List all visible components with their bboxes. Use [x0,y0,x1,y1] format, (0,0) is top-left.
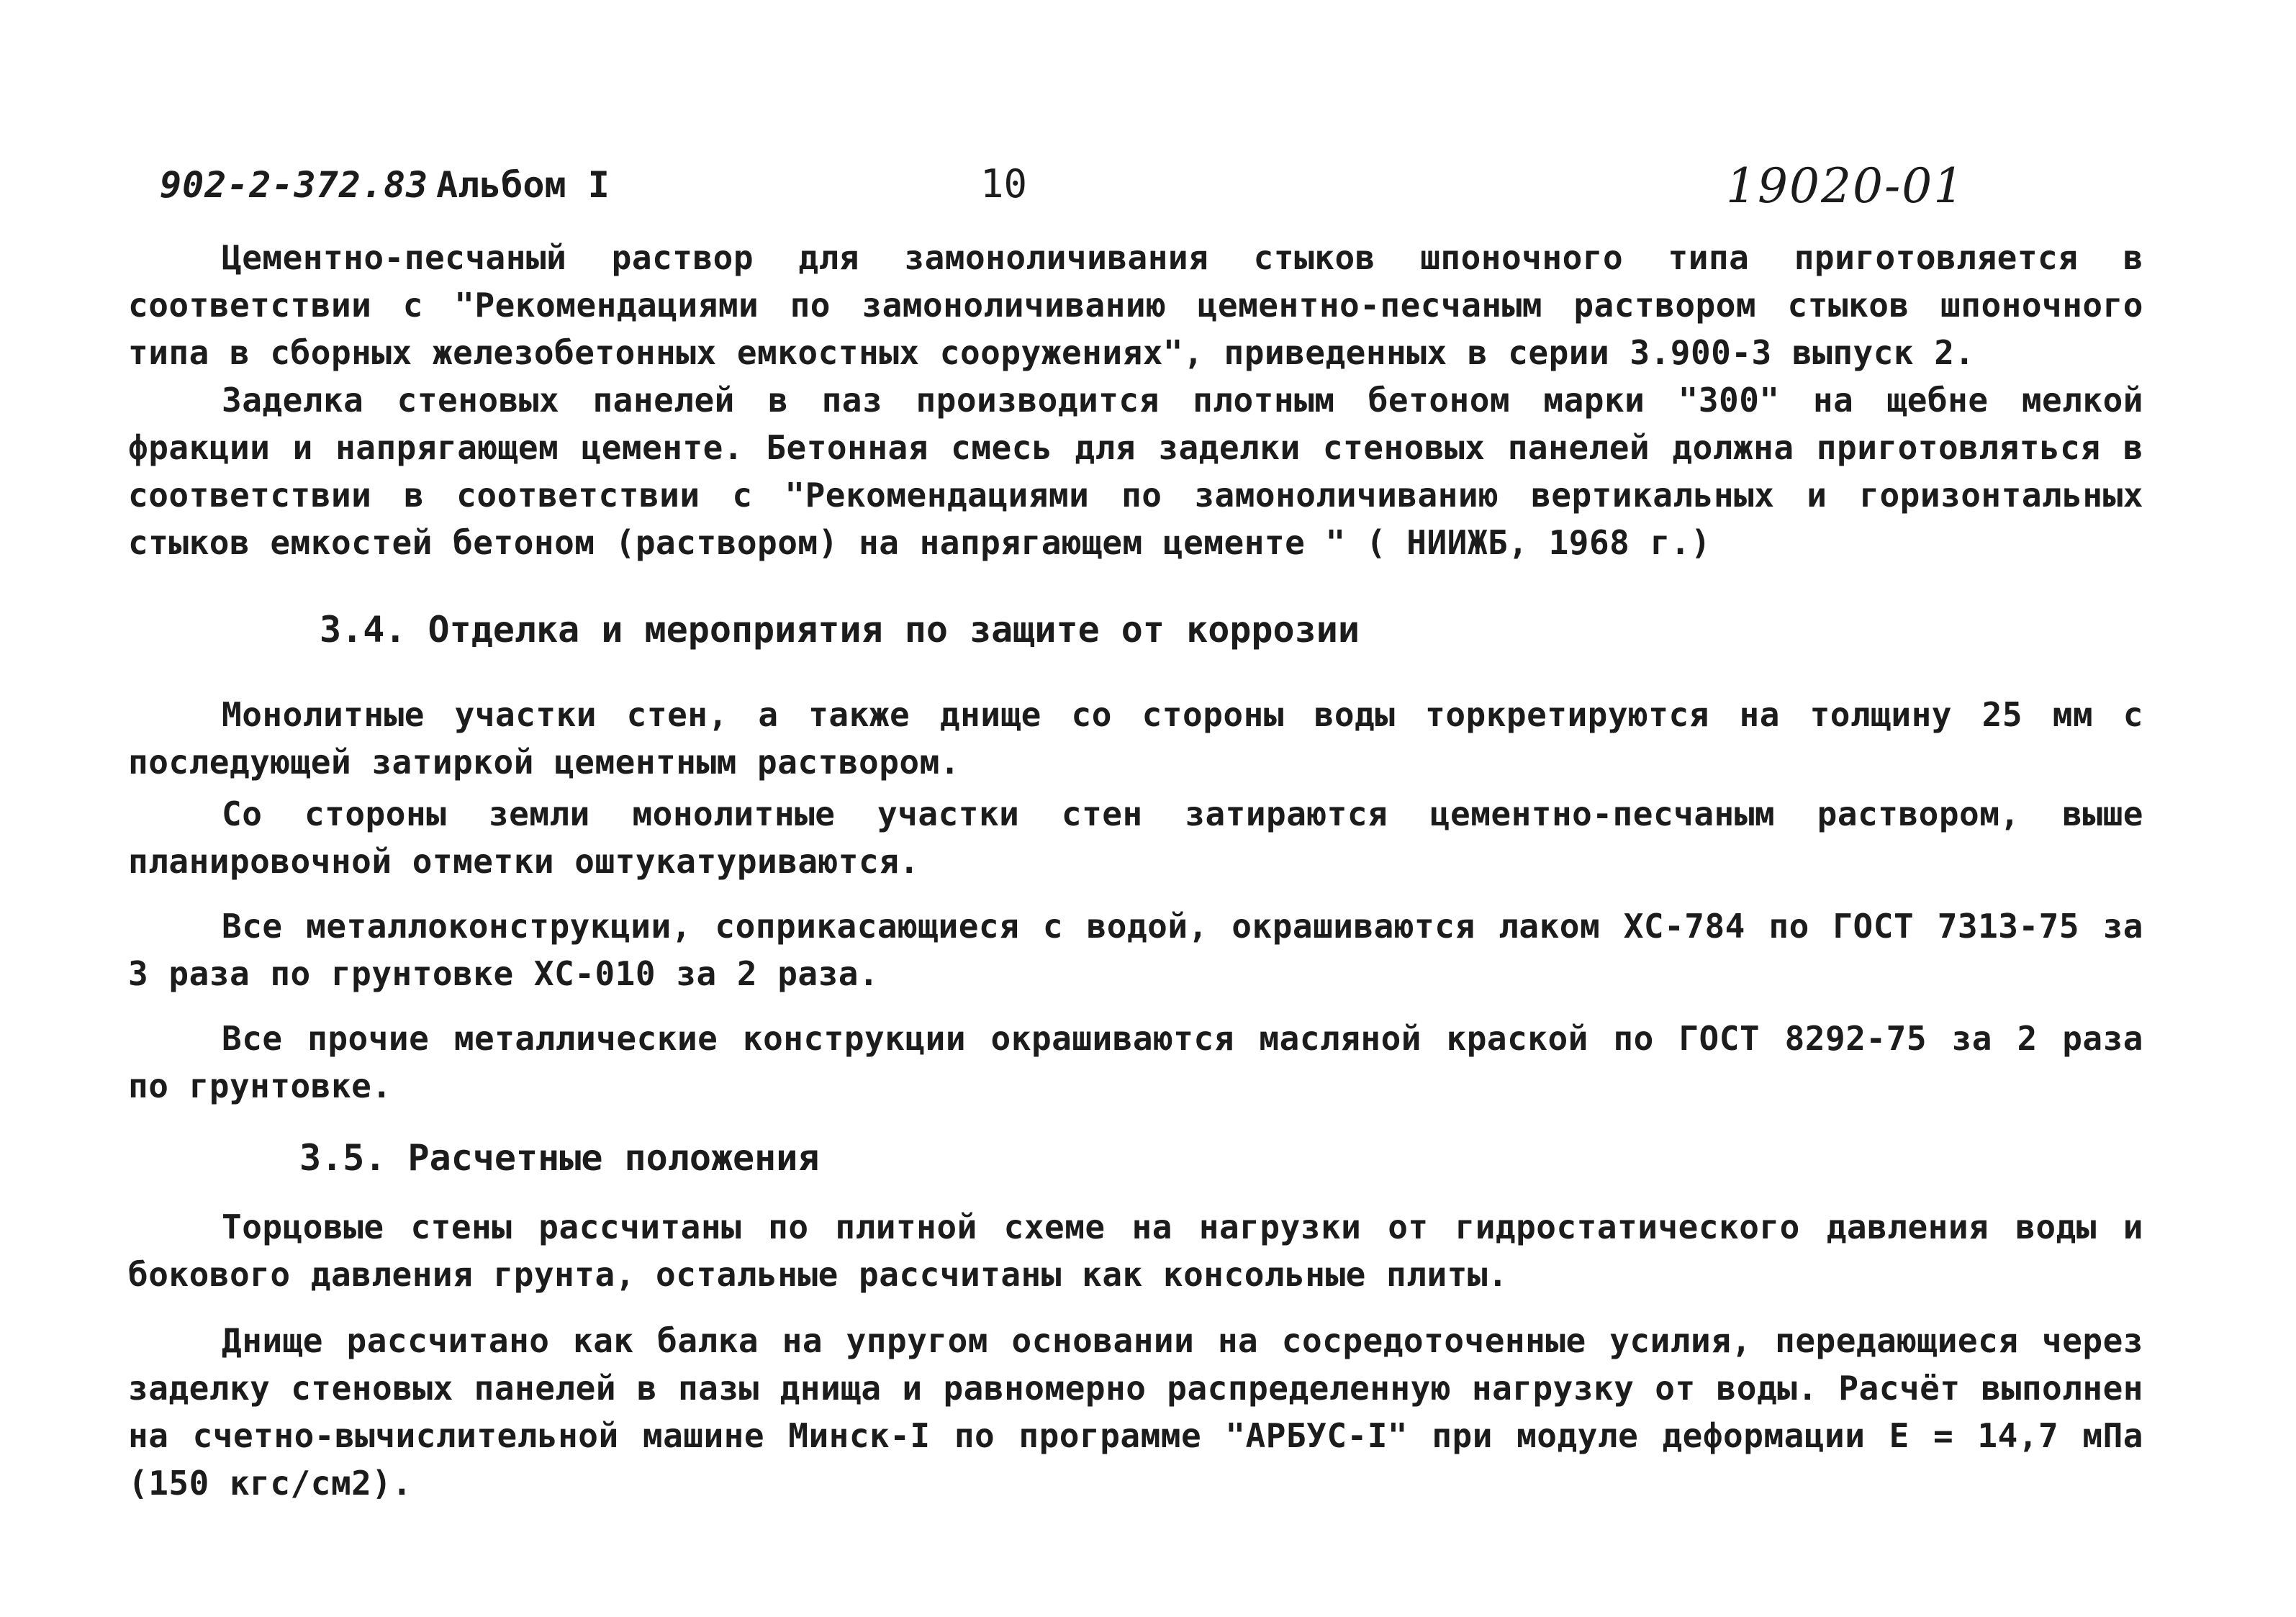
heading-3-5: 3.5. Расчетные положения [299,1137,820,1179]
paragraph-metal-other: Все прочие металлические конструкции окрашиваются масляной краской по ГОСТ 8292-75 за 2 раза по грунтовке. [128,1019,2143,1105]
paragraph-block-gunite [128,691,2143,786]
paragraph-block-metal-water [128,902,2143,997]
page-number: 10 [980,161,1028,207]
paragraph-block-soil-side [128,790,2143,885]
paragraph-mortar: Цементно-песчаный раствор для замоноличивания стыков шпоночного типа приготовляется в соответствии с "Рекомендациями по замоноличиванию цементно-песчаным раствором стыков шпоночного типа в сборных железобетонных емкостных сооружениях", приведенных в серии 3.900-3 выпуск 2. [128,238,2143,372]
paragraph-panel-embedding: Заделка стеновых панелей в паз производится плотным бетоном марки "300" на щебне мелкой фракции и напрягающем цементе. Бетонная смесь для заделки стеновых панелей должна приготовляться в соответствии в соответствии с "Рекомендациями по замоноличиванию вертикальных и горизонтальных стыков емкостей бетоном (раствором) на напрягающем цементе " ( НИИЖБ, 1968 г.) [128,381,2143,562]
paragraph-block-end-walls [128,1203,2143,1298]
series-number: 902-2-372.83 [160,164,429,206]
paragraph-end-walls: Торцовые стены рассчитаны по плитной схеме на нагрузки от гидростатического давления воды и бокового давления грунта, остальные рассчитаны как консольные плиты. [128,1208,2143,1294]
paragraph-metal-water: Все металлоконструкции, соприкасающиеся с водой, окрашиваются лаком ХС-784 по ГОСТ 7313-75 за 3 раза по грунтовке ХС-010 за 2 раза. [128,907,2143,993]
paragraph-gunite: Монолитные участки стен, а также днище со стороны воды торкретируются на толщину 25 мм с последующей затиркой цементным раствором. [128,695,2143,782]
paragraph-block-metal-other [128,1015,2143,1110]
page-header [0,157,2296,222]
sheet-code: 19020-01 [1726,158,1966,214]
section-block-1 [128,234,2143,566]
paragraph-soil-side: Со стороны земли монолитные участки стен затираются цементно-песчаным раствором, выше планировочной отметки оштукатуриваются. [128,794,2143,881]
paragraph-bottom-slab: Днище рассчитано как балка на упругом основании на сосредоточенные усилия, передающиеся через заделку стеновых панелей в пазы днища и равномерно распределенную нагрузку от воды. Расчёт выполнен на счетно-вычислительной машине Минск-I по программе "АРБУС-I" при модуле деформации E = 14,7 мПа (150 кгс/см2). [128,1321,2143,1503]
heading-3-4: 3.4. Отделка и мероприятия по защите от коррозии [320,609,1360,651]
paragraph-block-bottom-slab [128,1317,2143,1507]
album-label: Альбом I [436,164,610,206]
